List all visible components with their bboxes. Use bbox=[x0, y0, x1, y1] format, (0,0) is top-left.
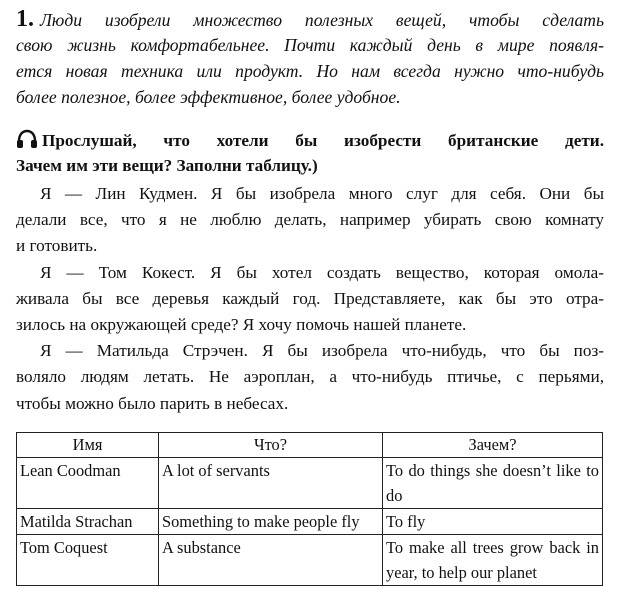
exercise-intro bbox=[16, 6, 604, 110]
listening-text bbox=[16, 181, 604, 417]
table-cell-why: To fly bbox=[383, 509, 603, 535]
table-cell-what: Something to make people fly bbox=[159, 509, 383, 535]
table-cell-name: Matilda Strachan bbox=[17, 509, 159, 535]
table-row bbox=[17, 509, 603, 535]
header-what: Что? bbox=[159, 433, 383, 458]
paragraph-line: Я — Матильда Стрэчен. Я бы изобрела что-нибудь, что бы поз- bbox=[40, 341, 604, 361]
header-name: Имя bbox=[17, 433, 159, 458]
task-text: Прослушай, что хотели бы изобрести британские дети. bbox=[42, 131, 604, 150]
paragraph-line: чтобы можно было парить в небесах. bbox=[16, 393, 289, 413]
paragraph-line: и готовить. bbox=[16, 236, 98, 256]
table-header-row bbox=[17, 433, 603, 458]
header-why: Зачем? bbox=[383, 433, 603, 458]
paragraph-line: зилось на окружающей среде? Я хочу помочь нашей планете. bbox=[16, 314, 467, 334]
table-row bbox=[17, 458, 603, 509]
headphones-icon bbox=[16, 129, 38, 149]
paragraph-line: делали все, что я не люблю делать, например убирать свою комнату bbox=[16, 210, 604, 230]
table-cell-why: To make all trees grow back in year, to help our planet bbox=[383, 535, 603, 586]
exercise-number: 1. bbox=[16, 6, 34, 32]
table-cell-what: A substance bbox=[159, 535, 383, 586]
table-cell-what: A lot of servants bbox=[159, 458, 383, 509]
task-line: Зачем им эти вещи? Заполни таблицу.) bbox=[16, 156, 318, 175]
task-line bbox=[16, 128, 604, 153]
table-cell-why: To do things she doesn’t like to do bbox=[383, 458, 603, 509]
task-instruction bbox=[16, 128, 604, 178]
paragraph-line: Я — Лин Кудмен. Я бы изобрела много слуг для себя. Они бы bbox=[40, 184, 604, 203]
paragraph-line: Я — Том Кокест. Я бы хотел создать вещество, которая омола- bbox=[40, 262, 604, 282]
table-row bbox=[17, 535, 603, 586]
intro-line: ется новая техника или продукт. Но нам всегда нужно что-нибудь bbox=[16, 61, 604, 81]
intro-line: свою жизнь комфортабельнее. Почти каждый день в мире появля- bbox=[16, 35, 604, 55]
table-cell-name: Lean Coodman bbox=[17, 458, 159, 509]
intro-line bbox=[16, 6, 604, 32]
intro-line: более полезное, более эффективное, более удобное. bbox=[16, 87, 401, 107]
table-cell-name: Tom Coquest bbox=[17, 535, 159, 586]
paragraph-line: живала бы все деревья каждый год. Представляете, как бы это отра- bbox=[16, 288, 604, 308]
paragraph-line: воляло людям летать. Не аэроплан, а что-нибудь птичье, с перьями, bbox=[16, 367, 604, 387]
intro-text: Люди изобрели множество полезных вещей, чтобы сделать bbox=[40, 10, 604, 30]
answer-table bbox=[16, 432, 603, 586]
